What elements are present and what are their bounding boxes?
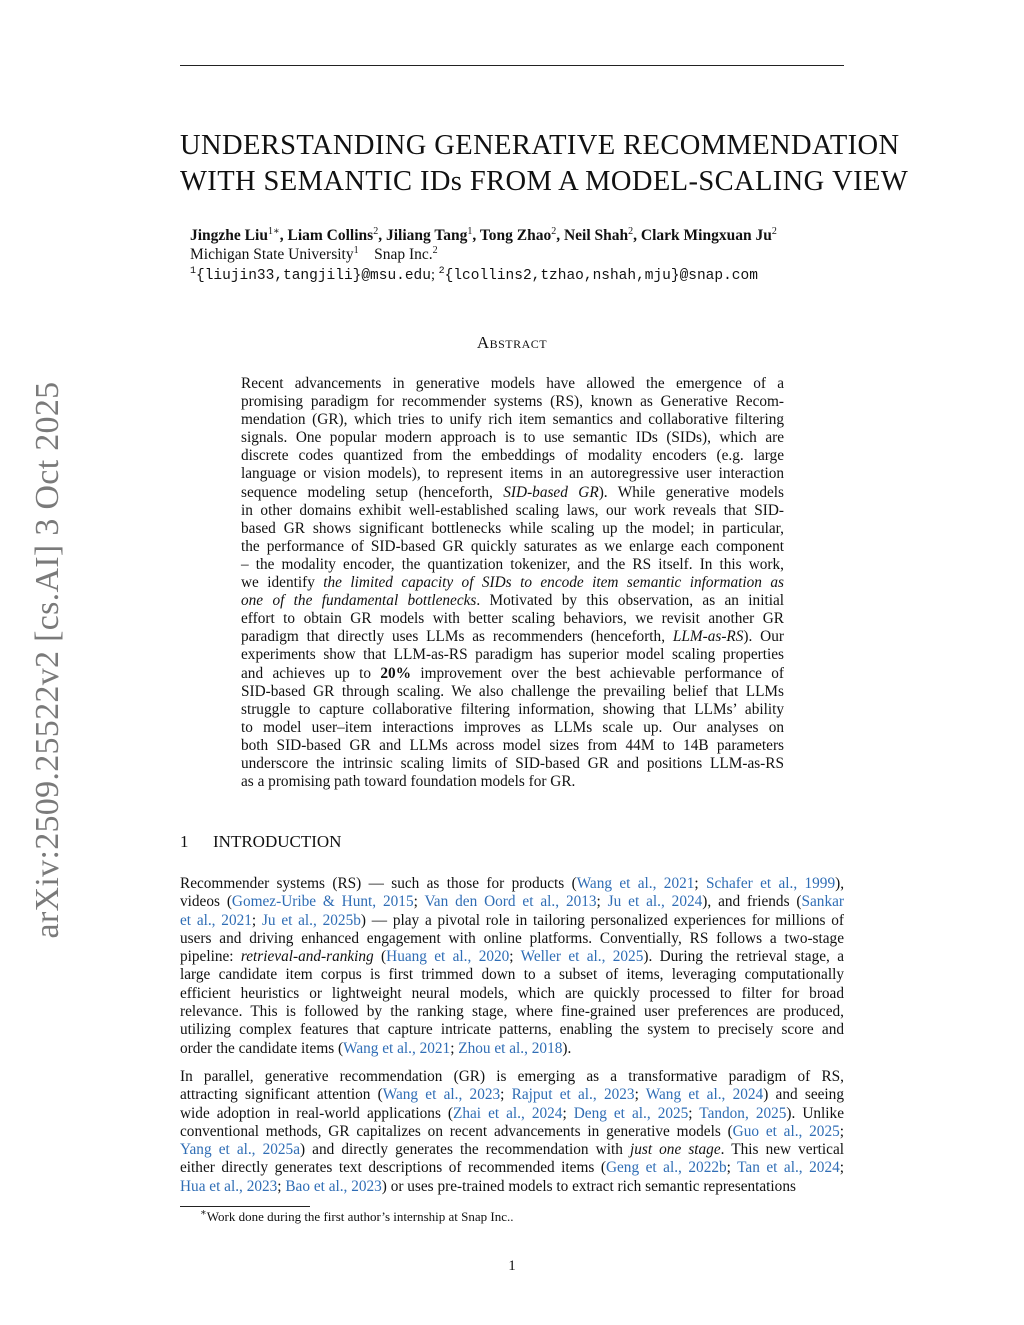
citation-link[interactable]: Wang et al., <box>645 1086 733 1104</box>
author-affil-mark: 2 <box>373 225 379 237</box>
footnote-text: Work done during the first author’s internship at Snap Inc.. <box>206 1209 514 1224</box>
citation-link[interactable]: Geng et al., <box>605 1159 689 1177</box>
citation-link[interactable]: Deng et al., <box>573 1104 658 1122</box>
citation-link[interactable]: Ju et al., <box>607 893 672 911</box>
text-run: ) — play a pivotal role in tailoring personalized experiences for millions of <box>360 911 844 929</box>
text-line <box>241 447 784 465</box>
text-line <box>241 683 784 701</box>
text-line <box>180 1021 844 1039</box>
title-cap: G <box>434 130 456 161</box>
citation-link[interactable]: 2023 <box>351 1177 382 1195</box>
citation-link[interactable]: Huang et al., <box>386 948 479 966</box>
text-run: promising paradigm for recommender systems (RS), known as Generative Recom- <box>241 393 784 411</box>
text-run: ) and seeing <box>763 1086 844 1104</box>
citation-link[interactable]: Tan et al., <box>737 1159 810 1177</box>
text-run: ; <box>726 1159 738 1177</box>
text-line <box>180 1003 844 1021</box>
text-line <box>180 985 844 1003</box>
section-heading-introduction <box>180 832 341 852</box>
text-line <box>241 719 784 737</box>
text-run: in other domains exhibit well-established scaling laws, our work reveals that SID- <box>241 501 784 519</box>
title-sc: NDERSTANDING <box>200 130 435 161</box>
title-cap: S <box>263 166 280 197</box>
text-line <box>180 1040 844 1058</box>
footnote <box>200 1209 513 1225</box>
citation-link[interactable]: 2021 <box>221 911 252 929</box>
text-line <box>241 556 784 574</box>
text-run: ). While generative models <box>598 483 784 501</box>
email-mark: 1 <box>190 266 197 278</box>
affiliation-mark: 2 <box>432 244 438 256</box>
citation-link[interactable]: 2021 <box>419 1039 451 1057</box>
text-run: the performance of SID-based GR quickly saturates as we enlarge each component <box>241 537 784 555</box>
title-line-2 <box>180 164 909 200</box>
text-run: underscore the intrinsic scaling limits of SID-based GR and positions LLM-as-RS <box>241 754 784 772</box>
text-run: utilizing complex features that capture intricate patterns, enabling the system to precisely score and <box>180 1021 844 1039</box>
title-sc: IEW <box>853 166 909 197</box>
citation-link[interactable]: Hua et al., <box>180 1177 247 1195</box>
text-run: ). Our <box>743 628 784 646</box>
citation-link[interactable]: Rajput et al., <box>511 1086 604 1104</box>
text-line <box>180 912 844 930</box>
title-sc: WITH <box>180 166 264 197</box>
abstract-body <box>241 375 784 791</box>
text-run: experiments show that LLM-as-RS paradigm has superior model scaling properties <box>241 646 784 664</box>
title-cap: M <box>585 166 611 197</box>
text-run: struggle to capture collaborative filtering information, showing that LLMs’ ability <box>241 700 784 718</box>
text-line <box>241 755 784 773</box>
text-run: large candidate item corpus is first trimmed down to a subset of items, leveraging computationally <box>180 966 844 984</box>
citation-link[interactable]: Van den Oord et al., <box>424 893 566 911</box>
title-sc: FROM A <box>462 166 586 197</box>
citation-link[interactable]: 2023 <box>469 1086 501 1104</box>
citation-link[interactable]: 2013 <box>565 893 597 911</box>
title-sc: ODEL-SCALING <box>610 166 833 197</box>
citation-link[interactable]: et al., <box>180 911 222 929</box>
title-cap: U <box>180 130 201 161</box>
text-line <box>180 1141 844 1159</box>
text-run: ; <box>596 893 608 911</box>
author-name: Neil Shah <box>563 227 629 244</box>
text-line <box>241 646 784 664</box>
text-line <box>180 966 844 984</box>
text-run: order the candidate items ( <box>180 1039 344 1057</box>
text-run: ; <box>509 948 521 966</box>
author-name: Tong Zhao <box>479 227 552 244</box>
text-line <box>241 520 784 538</box>
section-title-sc: NTRODUCTION <box>218 832 342 851</box>
text-line <box>180 1105 844 1123</box>
email-address[interactable]: {liujin33,tangjili}@msu.edu <box>196 268 431 284</box>
text-run: ; <box>839 1159 844 1177</box>
title-sc: ENERATIVE <box>455 130 624 161</box>
text-run: ). Unlike <box>786 1104 844 1122</box>
citation-link[interactable]: 2023 <box>246 1177 278 1195</box>
citation-link[interactable]: Wang et al., <box>343 1039 420 1057</box>
section-title-cap: I <box>213 832 219 851</box>
citation-link[interactable]: Bao et al., <box>285 1177 352 1195</box>
text-run: ) or uses pre-trained models to extract rich semantic representations <box>381 1177 796 1195</box>
text-run: videos ( <box>180 893 232 911</box>
text-run: pipeline: <box>180 948 241 966</box>
italic-run: just one stage <box>629 1141 721 1159</box>
text-line <box>241 610 784 628</box>
author-name: Clark Mingxuan Ju <box>640 227 772 244</box>
page-number: 1 <box>508 1258 516 1274</box>
citation-link[interactable]: Weller et al., <box>520 948 613 966</box>
text-run: paradigm that directly uses LLMs as recommenders (henceforth, <box>241 628 673 646</box>
citation-link[interactable]: Zhai et al., <box>453 1104 532 1122</box>
text-line <box>241 429 784 447</box>
text-line <box>180 893 844 911</box>
affiliations <box>190 245 438 264</box>
text-run: conventional methods, GR capitalizes on recent advancements in generative models ( <box>180 1122 733 1140</box>
text-line <box>241 665 784 683</box>
text-run: ). During the retrieval stage, a <box>643 948 844 966</box>
text-line <box>241 773 784 791</box>
text-run: signals. One popular modern approach is to use semantic IDs (SIDs), which are <box>241 429 784 447</box>
title-cap: V <box>832 166 854 197</box>
text-line <box>241 411 784 429</box>
citation-link[interactable]: 2025 <box>612 948 644 966</box>
citation-link[interactable]: 2020 <box>478 948 510 966</box>
arxiv-identifier: arXiv:2509.25522v2 [cs.AI] 3 Oct 2025 <box>29 381 66 939</box>
text-run: attracting significant attention ( <box>180 1086 383 1104</box>
citation-link[interactable]: Wang et al., <box>576 875 664 892</box>
author-affil-mark: 1 <box>467 225 473 237</box>
text-line <box>180 930 844 948</box>
title-cap: IDs <box>419 166 463 197</box>
citation-link[interactable]: Wang et al., <box>382 1086 470 1104</box>
text-line <box>241 701 784 719</box>
text-run: ; <box>688 1104 700 1122</box>
author-affil-mark: 2 <box>628 225 634 237</box>
text-run: – the modality encoder, the quantization tokenizer, and the RS itself. In this work, <box>241 555 784 573</box>
text-run: both SID-based GR and LLMs across model sizes from 44M to 14B parameters <box>241 736 784 754</box>
citation-link[interactable]: 2023 <box>603 1086 635 1104</box>
email-mark: 2 <box>438 266 445 278</box>
author-affil-mark: 1∗ <box>267 225 280 237</box>
text-run: Recommender systems (RS) — such as those for products ( <box>180 875 577 892</box>
author-affil-mark: 2 <box>771 225 777 237</box>
text-run: users and driving enhanced engagement with online platforms. Conventially, RS follows a two-stage <box>180 929 844 947</box>
text-run: we identify <box>241 574 324 592</box>
text-line <box>241 375 784 393</box>
text-run: relevance. This is followed by the ranking stage, where fine-grained user preferences are produced, <box>180 1003 844 1021</box>
text-line <box>241 465 784 483</box>
author-name: Jingzhe Liu <box>190 227 268 244</box>
citation-link[interactable]: Gomez-Uribe & Hunt, <box>231 893 383 911</box>
title-line-1 <box>180 128 900 164</box>
author-name: Liam Collins <box>287 227 374 244</box>
text-line <box>241 538 784 556</box>
citation-link[interactable]: Ju et al., <box>261 911 323 929</box>
text-line <box>180 1159 844 1177</box>
text-run: to model user–item interactions improves as LLMs scale up. Our analyses on <box>241 718 784 736</box>
footnote-mark: ∗ <box>200 1207 207 1219</box>
italic-run: one of the fundamental bottlenecks <box>241 592 477 610</box>
text-run: SID-based GR through scaling. We also challenge the prevailing belief that LLMs <box>241 682 784 700</box>
text-run: improvement over the best achievable performance of <box>410 664 784 682</box>
text-run: ), and friends ( <box>702 893 802 911</box>
text-run: ; <box>251 911 262 929</box>
text-run: ; <box>450 1039 459 1057</box>
italic-run: retrieval-and-ranking <box>240 948 374 966</box>
text-run: language or vision models), to represent items in an autoregressive user interaction <box>241 465 784 483</box>
text-run: . This new vertical <box>720 1141 844 1159</box>
text-run: sequence modeling setup (henceforth, <box>241 483 504 501</box>
intro-paragraph-1 <box>180 875 844 1058</box>
citation-link[interactable]: 2025 <box>657 1104 689 1122</box>
text-line <box>180 1123 844 1141</box>
citation-link[interactable]: 2024 <box>531 1104 563 1122</box>
citation-link[interactable]: Zhou et al., <box>458 1039 532 1057</box>
text-run: ; <box>413 893 425 911</box>
citation-link[interactable]: 2025 <box>755 1104 787 1122</box>
text-line <box>241 592 784 610</box>
text-line <box>180 948 844 966</box>
citation-link[interactable]: Schafer et al., <box>706 875 805 892</box>
italic-run: LLM-as-RS <box>672 628 744 646</box>
author-affil-mark: 2 <box>551 225 557 237</box>
text-run: ; <box>500 1086 512 1104</box>
affiliation-mark: 1 <box>353 244 359 256</box>
italic-run: SID-based GR <box>503 483 599 501</box>
text-run: ; <box>277 1177 286 1195</box>
author-list: Jingzhe Liu$^{1∗}$, Liam Collins$^2$, Jiliang Tang$^1$, Tong Zhao$^2$, Neil Shah$^2$, Clark Mingxuan Ju$^2$ <box>190 225 777 244</box>
text-run: effort to obtain GR models with better scaling behaviors, we revisit another GR <box>241 610 784 628</box>
citation-link[interactable]: Guo et al., <box>732 1122 810 1140</box>
citation-link[interactable]: 2015 <box>383 893 414 911</box>
text-run: mendation (GR), which tries to unify rich item semantics and collaborative filtering <box>241 411 784 429</box>
citation-link[interactable]: 2025a <box>262 1141 300 1159</box>
text-line <box>180 1068 844 1086</box>
citation-link[interactable]: 2018 <box>531 1039 563 1057</box>
title-sc: ECOMMENDATION <box>642 130 900 161</box>
top-rule <box>180 65 844 66</box>
intro-paragraph-2 <box>180 1068 844 1196</box>
text-run: and achieves up to <box>241 664 381 682</box>
citation-link[interactable]: 2024 <box>732 1086 764 1104</box>
text-line <box>241 737 784 755</box>
paper-title <box>180 128 909 200</box>
citation-link[interactable]: Sankar <box>801 893 844 911</box>
citation-link[interactable]: 2024 <box>671 893 703 911</box>
text-run: ( <box>373 948 387 966</box>
text-line <box>180 875 844 893</box>
text-run: wide adoption in real-world applications ( <box>180 1104 454 1122</box>
text-line <box>180 1178 844 1196</box>
author-name: Jiliang Tang <box>385 227 468 244</box>
citation-link[interactable]: 2024 <box>809 1159 840 1177</box>
text-line <box>241 393 784 411</box>
text-line <box>241 502 784 520</box>
title-sc: EMANTIC <box>279 166 420 197</box>
text-line <box>241 484 784 502</box>
citation-link[interactable]: 2022b <box>688 1159 727 1177</box>
text-run: as a promising path toward foundation models for GR. <box>241 773 576 791</box>
section-number: 1 <box>180 832 189 851</box>
abstract-heading: Abstract <box>476 333 548 352</box>
text-run: ; <box>562 1104 574 1122</box>
italic-run: the limited capacity of SIDs to encode item semantic information as <box>323 574 784 592</box>
text-run: efficient heuristics or lightweight neural models, which are quickly processed to filter for broad <box>180 984 844 1002</box>
text-run: ), <box>835 875 845 892</box>
text-run: In parallel, generative recommendation (GR) is emerging as a transformative paradigm of RS, <box>180 1068 844 1085</box>
text-run: ; <box>634 1086 646 1104</box>
citation-link[interactable]: 2021 <box>663 875 695 892</box>
affiliation-name: Snap Inc. <box>374 246 433 263</box>
text-run: ). <box>562 1039 572 1057</box>
citation-link[interactable]: 2025b <box>322 911 361 929</box>
email-address[interactable]: {lcollins2,tzhao,nshah,mju}@snap.com <box>444 268 758 284</box>
text-run: ; <box>839 1122 844 1140</box>
bold-run: 20% <box>380 664 411 682</box>
title-cap: R <box>623 130 643 161</box>
affiliation-name: Michigan State University <box>190 246 354 263</box>
text-run: discrete codes quantized from the embeddings of modality encoders (e.g. large <box>241 447 784 465</box>
text-run: . Motivated by this observation, as an initial <box>476 592 784 610</box>
author-emails: $^1${liujin33,tangjili}@msu.edu; $^2${lcollins2,tzhao,nshah,mju}@snap.com <box>190 266 758 284</box>
text-run: ; <box>694 875 706 892</box>
text-run: based GR shows significant bottlenecks while scaling up the model; in particular, <box>241 519 784 537</box>
text-line <box>180 1086 844 1104</box>
citation-link[interactable]: Tandon, <box>699 1104 756 1122</box>
text-run: either directly generates text descriptions of recommended items ( <box>180 1159 606 1177</box>
text-line <box>241 574 784 592</box>
citation-link[interactable]: 1999 <box>804 875 836 892</box>
citation-link[interactable]: 2025 <box>809 1122 840 1140</box>
text-run: Recent advancements in generative models have allowed the emergence of a <box>241 375 784 392</box>
citation-link[interactable]: Yang et al., <box>180 1141 263 1159</box>
text-run: ) and directly generates the recommendation with <box>300 1141 630 1159</box>
text-line <box>241 628 784 646</box>
